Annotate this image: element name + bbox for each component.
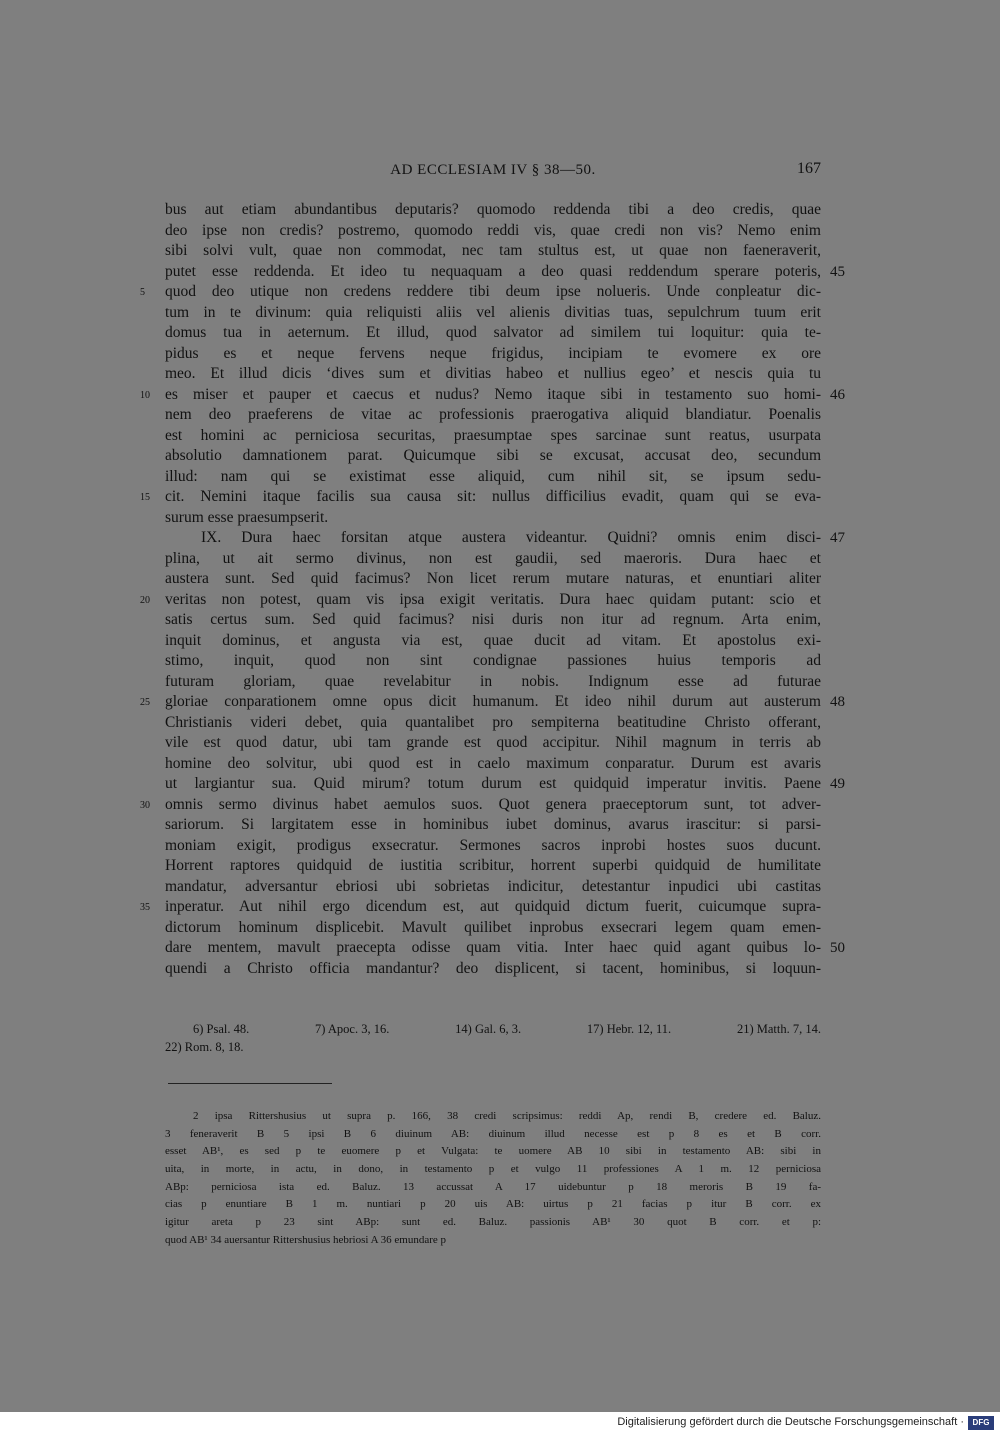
line-text: Christianis videri debet, quia quantalibet pro sempiterna beatitudine Christo offerant,	[165, 713, 821, 731]
text-line	[165, 303, 821, 324]
scripture-references	[165, 1020, 821, 1056]
text-line	[140, 282, 821, 303]
line-text: es miser et pauper et caecus et nudus? Nemo itaque sibi in testamento suo homi-	[165, 385, 821, 403]
line-text: est homini ac perniciosa securitas, praesumptae spes sarcinae sunt reatus, usurpata	[165, 426, 821, 444]
text-line	[165, 508, 821, 529]
apparatus-line: ABp: perniciosa ista ed. Baluz. 13 accussat A 17 uidebuntur p 18 meroris B 19 fa-	[165, 1180, 821, 1193]
line-text: domus tua in aeternum. Et illud, quod salvator ad similem tui loquitur: quia te-	[165, 324, 821, 341]
apparatus-line: 3 feneraverit B 5 ipsi B 6 diuinum AB: diuinum illud necesse est p 8 es et B corr.	[165, 1127, 821, 1140]
text-line	[165, 262, 845, 283]
line-text: quendi a Christo officia mandantur? deo displicent, si tacent, hominibus, si loquun-	[165, 959, 821, 977]
line-number: 5	[140, 287, 145, 298]
line-text: surum esse praesumpserit.	[165, 508, 329, 526]
text-line	[140, 590, 821, 611]
line-number: 15	[140, 492, 150, 503]
line-text: gloriae conparationem omne opus dicit humanum. Et ideo nihil durum aut austerum	[165, 693, 821, 710]
line-text: homine deo solvitur, ubi quod est in caelo maximum conparatur. Durum est avaris	[165, 754, 821, 772]
funding-notice: Digitalisierung gefördert durch die Deutsche Forschungsgemeinschaft ·	[617, 1416, 964, 1428]
line-text: deo ipse non credis? postremo, quomodo reddi vis, quae credi non vis? Nemo enim	[165, 221, 821, 239]
digitization-footer	[0, 1412, 1000, 1434]
line-text: futuram gloriam, quae revelabitur in nobis. Indignum esse ad futurae	[165, 672, 821, 690]
line-text: mandatur, adversantur ebriosi ubi sobrietas indicitur, detestantur inpudici ubi castitas	[165, 877, 821, 895]
footnote-divider	[168, 1083, 332, 1084]
text-line	[165, 754, 821, 775]
line-text: omnis sermo divinus habet aemulos suos. Quot genera praeceptorum sunt, tot adver-	[165, 795, 821, 813]
section-number: 48	[830, 694, 845, 710]
line-text: putet esse reddenda. Et ideo tu nequaquam a deo quasi reddendum sperare poteris,	[165, 262, 821, 280]
main-text	[140, 200, 845, 979]
text-line	[140, 692, 845, 713]
line-text: inquit dominus, et angusta via est, quae ducit ad vitam. Et apostolus exi-	[165, 631, 821, 649]
line-text: dictorum hominum displicebit. Mavult quilibet inprobus exsecrari legem quam emen-	[165, 918, 821, 936]
text-line	[165, 774, 845, 795]
text-line	[165, 856, 821, 877]
text-line	[165, 323, 821, 344]
text-line	[165, 446, 821, 467]
text-line	[165, 959, 821, 980]
line-text: IX. Dura haec forsitan atque austera videantur. Quidni? omnis enim disci-	[201, 529, 821, 546]
reference-item: 7) Apoc. 3, 16.	[315, 1022, 390, 1036]
line-text: inperatur. Aut nihil ergo dicendum est, aut quidquid dictum fuerit, cuicumque supra-	[165, 898, 821, 915]
line-text: bus aut etiam abundantibus deputaris? quomodo reddenda tibi a deo credis, quae	[165, 201, 821, 218]
text-line	[140, 897, 821, 918]
line-text: absolutio damnationem parat. Quicumque sibi se excusat, accusat deo, secundum	[165, 447, 821, 464]
text-line	[165, 426, 821, 447]
text-line	[165, 569, 821, 590]
dfg-logo: DFG	[968, 1416, 994, 1430]
text-line	[165, 405, 821, 426]
line-text: stimo, inquit, quod non sint condignae passiones huius temporis ad	[165, 652, 821, 669]
text-line	[165, 918, 821, 939]
text-line	[165, 241, 821, 262]
references-line-2: 22) Rom. 8, 18.	[165, 1040, 244, 1054]
text-line	[165, 733, 821, 754]
text-line	[165, 364, 821, 385]
line-number: 30	[140, 799, 150, 811]
line-text: ut largiantur sua. Quid mirum? totum durum est quidquid imperatur invitis. Paene	[165, 775, 821, 792]
line-text: nem deo praeferens de vitae ac professionis praerogativa aliquid blandiatur. Poenalis	[165, 406, 821, 423]
text-line	[165, 938, 845, 959]
line-text: pidus es et neque fervens neque frigidus, incipiam te evomere ex ore	[165, 344, 821, 362]
critical-apparatus	[165, 1108, 821, 1250]
line-text: cit. Nemini itaque facilis sua causa sit: nullus difficilius evadit, quam qui se eva-	[165, 488, 821, 505]
reference-item: 14) Gal. 6, 3.	[455, 1022, 522, 1036]
line-number: 10	[140, 389, 150, 401]
running-title: AD ECCLESIAM IV § 38—50.	[390, 162, 596, 178]
text-line	[165, 815, 821, 836]
apparatus-line: quod AB¹ 34 auersantur Rittershusius hebriosi A 36 emundare p	[165, 1233, 447, 1246]
text-line	[165, 200, 821, 221]
text-line	[165, 631, 821, 652]
line-text: tum in te divinum: quia reliquisti aliis vel alienis divitias tuas, sepulchrum tuum erit	[165, 303, 821, 321]
text-line	[165, 344, 821, 365]
text-line	[165, 467, 821, 488]
line-text: sariorum. Si largitatem esse in hominibus iubet dominus, avarus irascitur: si parsi-	[165, 816, 821, 833]
line-text: austera sunt. Sed quid facimus? Non licet rerum mutare naturas, et enuntiari aliter	[165, 570, 821, 587]
apparatus-line: igitur areta p 23 sint ABp: sunt ed. Baluz. passionis AB¹ 30 quot B corr. et p:	[165, 1216, 821, 1229]
line-number: 20	[140, 594, 150, 606]
section-number: 45	[830, 263, 845, 280]
reference-item: 6) Psal. 48.	[193, 1022, 250, 1036]
apparatus-line: esset AB¹, es sed p te euomere p et Vulgata: te uomere AB 10 sibi in testamento AB: sibi in	[165, 1145, 821, 1158]
line-text: moniam exigit, prodigus exsecratur. Sermones sacros inprobi hostes suos ducunt.	[165, 836, 821, 854]
text-line	[140, 487, 821, 508]
apparatus-line: uita, in morte, in actu, in dono, in testamento p et vulgo 11 professiones A 1 m. 12 perniciosa	[165, 1163, 821, 1176]
section-number: 50	[830, 940, 845, 956]
line-text: Horrent raptores quidquid de iustitia scribitur, horrent superbi quidquid de humilitate	[165, 857, 821, 874]
section-number: 49	[830, 776, 845, 792]
line-text: vile est quod datur, ubi tam grande est quod accipitur. Nihil magnum in terris ab	[165, 734, 821, 751]
line-text: dare mentem, mavult praecepta odisse quam vitia. Inter haec quid agant quibus lo-	[165, 939, 821, 956]
references-line-1	[165, 1020, 821, 1038]
line-number: 35	[140, 902, 150, 913]
line-number: 25	[140, 697, 150, 708]
text-line	[165, 221, 821, 242]
apparatus-line: cias p enuntiare B 1 m. nuntiari p 20 uis AB: uirtus p 21 facias p itur B corr. ex	[165, 1198, 821, 1211]
page-header	[165, 162, 821, 184]
apparatus-line: 2 ipsa Rittershusius ut supra p. 166, 38 credi scripsimus: reddi Ap, rendi B, credere ed. Baluz.	[193, 1110, 821, 1122]
line-text: meo. Et illud dicis ‘dives sum et divitias habeo et nullius egeo’ et nescis quia tu	[165, 365, 821, 382]
text-line	[165, 713, 821, 734]
section-number: 46	[830, 386, 845, 403]
page-number: 167	[797, 160, 821, 177]
text-line	[165, 836, 821, 857]
line-text: quod deo utique non credens reddere tibi deum ipse nolueris. Unde conpleatur dic-	[165, 283, 821, 300]
text-line	[165, 651, 821, 672]
line-text: veritas non potest, quam vis ipsa exigit veritatis. Dura haec quidam putant: scio et	[165, 590, 821, 608]
line-text: plina, ut ait sermo divinus, non est gaudii, sed maeroris. Dura haec et	[165, 549, 821, 567]
line-text: sibi solvi vult, quae non commodat, nec tam stultus est, ut quae non faeneraverit,	[165, 242, 821, 259]
line-text: illud: nam qui se existimat esse aliquid, cum nihil sit, se ipsum sedu-	[165, 467, 821, 485]
reference-item: 17) Hebr. 12, 11.	[586, 1022, 672, 1036]
text-line	[165, 672, 821, 693]
text-line	[140, 795, 821, 816]
text-line	[165, 610, 821, 631]
section-number: 47	[830, 530, 845, 546]
text-line	[165, 528, 845, 549]
text-line	[140, 385, 845, 406]
text-line	[165, 549, 821, 570]
reference-item: 21) Matth. 7, 14.	[736, 1022, 821, 1036]
text-line	[165, 877, 821, 898]
line-text: satis certus sum. Sed quid facimus? nisi duris non itur ad regnum. Arta enim,	[165, 611, 821, 628]
